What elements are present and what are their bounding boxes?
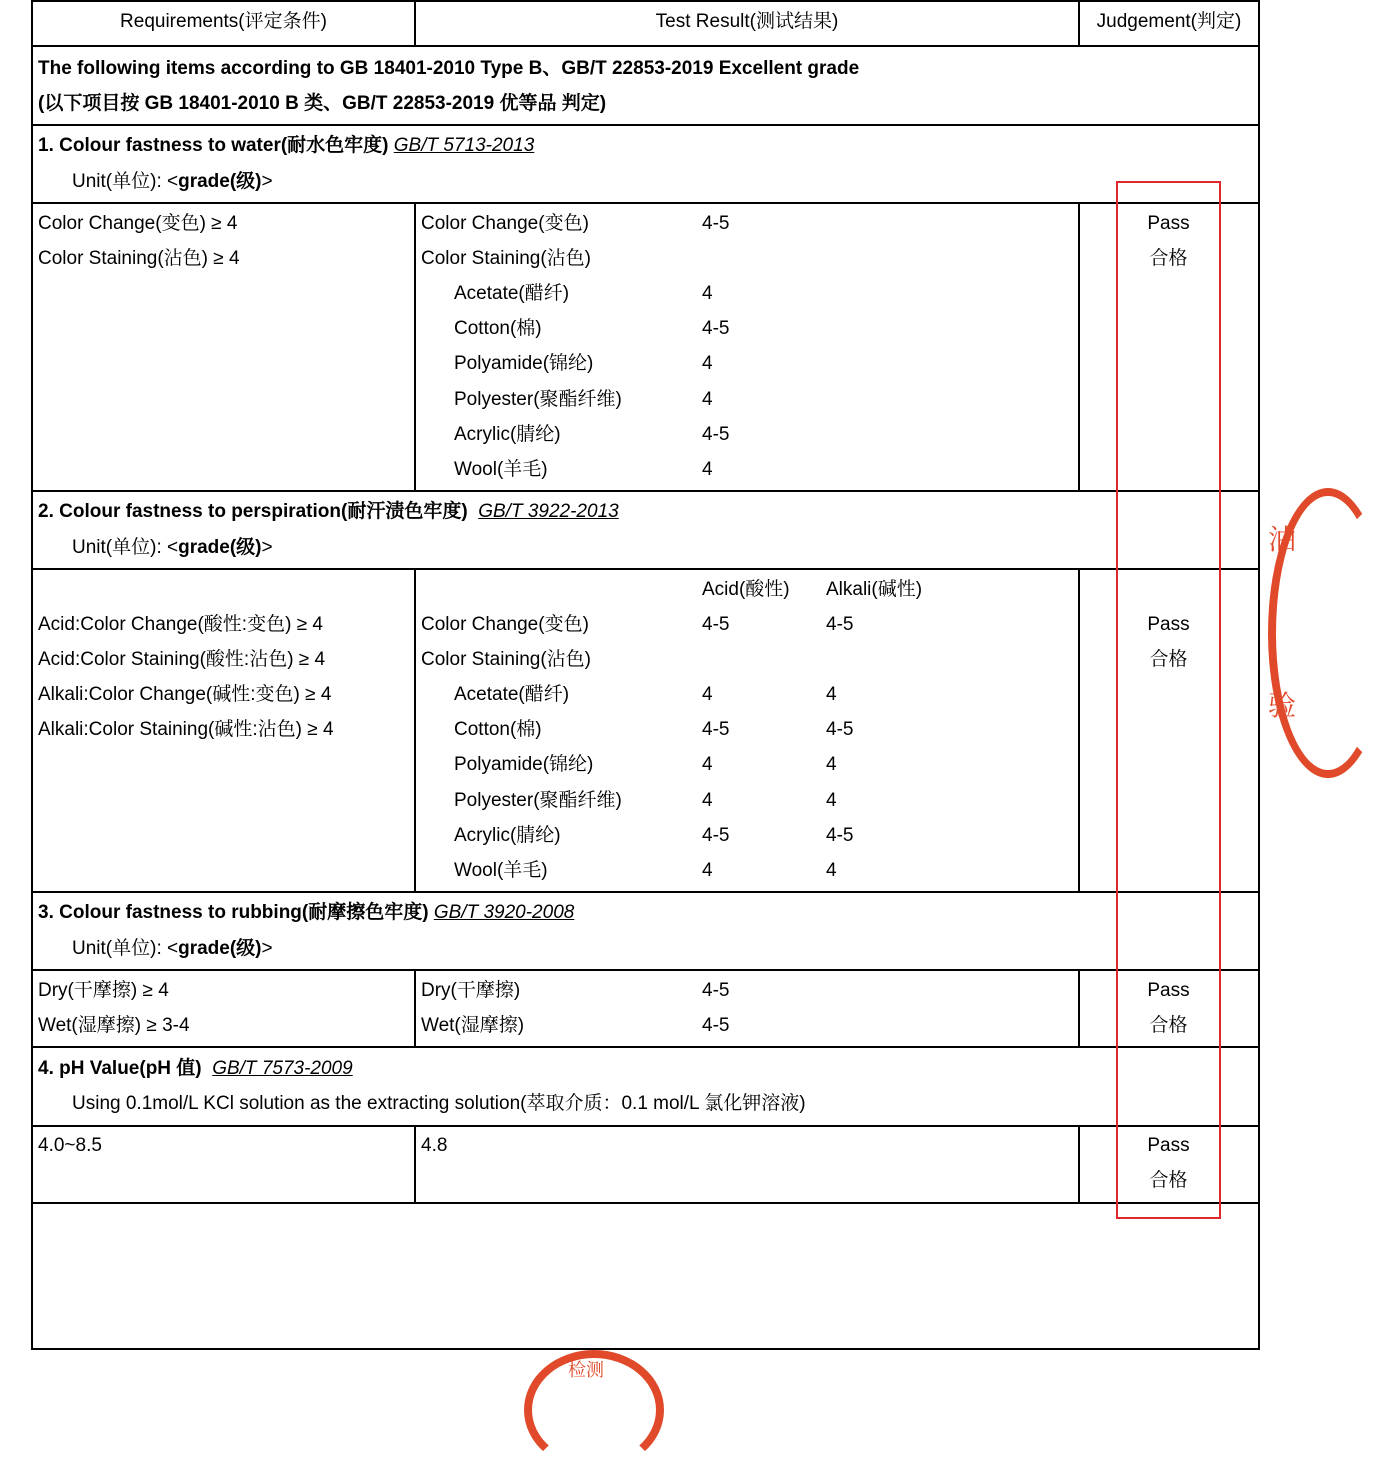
s1-fiber-value: 4: [702, 389, 713, 410]
s3-pass-cn: 合格: [1149, 1015, 1188, 1036]
seal-stamp-right-text: 验: [1268, 689, 1297, 722]
s3-req-dry: Dry(干摩擦) ≥ 4: [38, 980, 169, 1001]
s2-color-change-alkali: 4-5: [826, 614, 854, 635]
s1-pass-en: Pass: [1147, 213, 1190, 234]
intro-line-2: (以下项目按 GB 18401-2010 B 类、GB/T 22853-2019 优等品 判定): [38, 93, 607, 114]
s1-fiber-value: 4-5: [702, 424, 730, 445]
s2-fiber-name: Wool(羊毛): [454, 860, 548, 881]
s1-req-color-change: Color Change(变色) ≥ 4: [38, 213, 238, 234]
unit-prefix: Unit(单位): <: [72, 938, 179, 959]
section-4-note: Using 0.1mol/L KCl solution as the extracting solution(萃取介质：0.1 mol/L 氯化钾溶液): [72, 1093, 806, 1114]
row-divider: [31, 202, 1260, 204]
s2-req: Acid:Color Staining(酸性:沾色) ≥ 4: [38, 649, 326, 670]
s2-color-staining-label: Color Staining(沾色): [421, 649, 591, 670]
s1-fiber-name: Acetate(醋纤): [454, 283, 570, 304]
s3-wet-label: Wet(湿摩擦): [421, 1015, 525, 1036]
s1-fiber-value: 4: [702, 459, 713, 480]
s2-fiber-alkali: 4: [826, 790, 837, 811]
s3-dry-value: 4-5: [702, 980, 730, 1001]
row-divider: [31, 568, 1260, 570]
section-2-title: 2. Colour fastness to perspiration(耐汗渍色牢度): [38, 501, 468, 522]
header-test-result: Test Result(测试结果): [655, 11, 839, 32]
s2-pass-en: Pass: [1147, 614, 1190, 635]
section-4-heading: [38, 1058, 353, 1080]
s2-fiber-alkali: 4: [826, 860, 837, 881]
s2-pass-cn: 合格: [1149, 649, 1188, 670]
col-divider: [1078, 202, 1080, 491]
s2-fiber-name: Acrylic(腈纶): [454, 825, 561, 846]
section-1-unit: [72, 171, 273, 193]
s2-col-acid: Acid(酸性): [702, 579, 790, 600]
s1-fiber-value: 4: [702, 353, 713, 374]
s2-req: Alkali:Color Change(碱性:变色) ≥ 4: [38, 684, 332, 705]
s2-fiber-alkali: 4: [826, 754, 837, 775]
s1-fiber-name: Acrylic(腈纶): [454, 424, 561, 445]
unit-grade: grade(级): [178, 938, 262, 959]
s2-req: Alkali:Color Staining(碱性:沾色) ≥ 4: [38, 719, 334, 740]
unit-suffix: >: [261, 171, 273, 192]
col-divider: [1078, 1125, 1080, 1203]
s1-fiber-value: 4-5: [702, 318, 730, 339]
section-1-heading: [38, 135, 534, 157]
s1-color-change-value: 4-5: [702, 213, 730, 234]
unit-suffix: >: [261, 537, 273, 558]
section-4-title: 4. pH Value(pH 值): [38, 1058, 202, 1079]
section-3-unit: [72, 938, 273, 960]
section-2-heading: [38, 501, 619, 523]
s2-fiber-name: Cotton(棉): [454, 719, 542, 740]
section-4-standard: GB/T 7573-2009: [212, 1058, 353, 1079]
s1-fiber-value: 4: [702, 283, 713, 304]
s2-fiber-acid: 4: [702, 790, 713, 811]
section-2-unit: [72, 537, 273, 559]
s1-fiber-name: Cotton(棉): [454, 318, 542, 339]
s1-pass-cn: 合格: [1149, 248, 1188, 269]
s1-req-color-staining: Color Staining(沾色) ≥ 4: [38, 248, 240, 269]
row-divider: [31, 1046, 1260, 1048]
s2-fiber-acid: 4-5: [702, 825, 730, 846]
section-3-title: 3. Colour fastness to rubbing(耐摩擦色牢度): [38, 902, 429, 923]
s2-fiber-acid: 4-5: [702, 719, 730, 740]
s1-fiber-name: Polyester(聚酯纤维): [454, 389, 622, 410]
s2-fiber-alkali: 4-5: [826, 825, 854, 846]
s1-color-change-label: Color Change(变色): [421, 213, 589, 234]
header-judgement: Judgement(判定): [1096, 11, 1242, 32]
unit-suffix: >: [261, 938, 273, 959]
col-divider: [1078, 969, 1080, 1047]
s4-pass-cn: 合格: [1149, 1170, 1188, 1191]
section-3-standard: GB/T 3920-2008: [433, 902, 575, 923]
seal-stamp-right-text: 油: [1268, 523, 1297, 556]
s2-fiber-acid: 4: [702, 754, 713, 775]
s2-req: Acid:Color Change(酸性:变色) ≥ 4: [38, 614, 323, 635]
col-divider: [1078, 568, 1080, 892]
s4-value: 4.8: [421, 1135, 448, 1156]
s3-req-wet: Wet(湿摩擦) ≥ 3-4: [38, 1015, 190, 1036]
s2-fiber-acid: 4: [702, 860, 713, 881]
s1-fiber-name: Polyamide(锦纶): [454, 353, 594, 374]
s3-pass-en: Pass: [1147, 980, 1190, 1001]
s4-req: 4.0~8.5: [38, 1135, 102, 1156]
s3-dry-label: Dry(干摩擦): [421, 980, 521, 1001]
section-2-standard: GB/T 3922-2013: [478, 501, 619, 522]
s1-color-staining-label: Color Staining(沾色): [421, 248, 591, 269]
unit-prefix: Unit(单位): <: [72, 171, 179, 192]
col-divider: [414, 969, 416, 1047]
row-divider: [31, 1202, 1260, 1204]
s2-color-change-acid: 4-5: [702, 614, 730, 635]
row-divider: [31, 969, 1260, 971]
s3-wet-value: 4-5: [702, 1015, 730, 1036]
s2-fiber-name: Polyamide(锦纶): [454, 754, 594, 775]
unit-grade: grade(级): [178, 537, 262, 558]
col-divider: [414, 568, 416, 892]
row-divider: [31, 124, 1260, 126]
intro-line-1: The following items according to GB 18401-2010 Type B、GB/T 22853-2019 Excellent grade: [38, 58, 860, 79]
s2-color-change-label: Color Change(变色): [421, 614, 589, 635]
section-1-title: 1. Colour fastness to water(耐水色牢度): [38, 135, 389, 156]
row-divider: [31, 490, 1260, 492]
row-divider: [31, 45, 1260, 47]
unit-prefix: Unit(单位): <: [72, 537, 179, 558]
header-requirements: Requirements(评定条件): [120, 11, 327, 32]
judgement-highlight-box: [1116, 181, 1221, 1219]
s2-fiber-name: Acetate(醋纤): [454, 684, 570, 705]
section-3-heading: [38, 902, 574, 924]
s2-col-alkali: Alkali(碱性): [826, 579, 923, 600]
col-divider: [414, 202, 416, 491]
s2-fiber-alkali: 4-5: [826, 719, 854, 740]
section-1-standard: GB/T 5713-2013: [393, 135, 535, 156]
s4-pass-en: Pass: [1147, 1135, 1190, 1156]
unit-grade: grade(级): [178, 171, 262, 192]
seal-stamp-bottom-text: 检测: [568, 1360, 604, 1381]
s2-fiber-name: Polyester(聚酯纤维): [454, 790, 622, 811]
s2-fiber-alkali: 4: [826, 684, 837, 705]
row-divider: [31, 1125, 1260, 1127]
col-divider: [414, 1125, 416, 1203]
row-divider: [31, 891, 1260, 893]
s2-fiber-acid: 4: [702, 684, 713, 705]
s1-fiber-name: Wool(羊毛): [454, 459, 548, 480]
